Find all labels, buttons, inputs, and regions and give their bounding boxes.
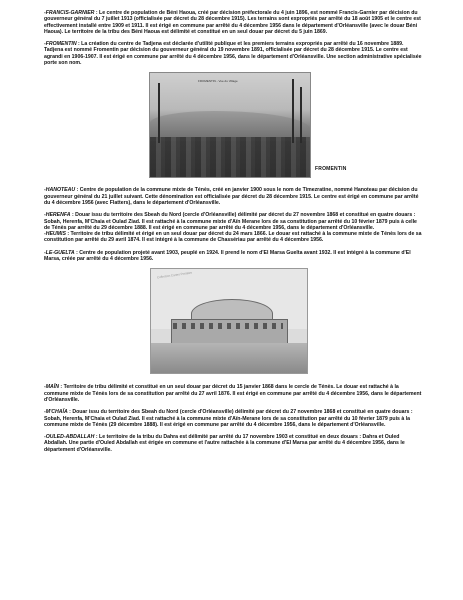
entry-text: : Centre de population projeté avant 1903, peuplé en 1924. Il prend le nom d'El Marsa Guelta avant 1932. Il est intégré à la commune d'El Marsa, créée par arrêté du 4 décembre 1956. [44, 249, 411, 263]
entry-term: -HANOTEAU [44, 187, 76, 194]
entry-text: : La création du centre de Tadjena est déclarée d'utilité publique et les premiers terrains expropriés par arrêté du 16 novembre 1889. Tadjena est nommé Fromentin par décision du gouverneur général du 19 novembre 1891, officialisée par décret du 28 décembre 1915. Le centre est agrandi en 1906-1907. Il est érigé en commune par arrêté du 4 décembre 1956, dans le département d'Orléansville. Une section administrative spécialisée porte son nom. [44, 41, 422, 67]
document-page [44, 10, 424, 459]
entry-text: : Centre de population de la commune mixte de Ténès, créé en janvier 1900 sous le nom de Timezratine, nommé Hanoteau par décision du gouverneur général du 21 juillet suivant. Cette dénomination est officialisée par décret du 28 décembre 1915. Le centre est érigé en commune par arrêté du 4 décembre 1956 (avec Flatters), dans le département d'Orléansville. [44, 187, 419, 206]
entry-text: : Territoire de tribu délimité et constitué en un seul douar par décret du 15 janvier 1868 dans le cercle de Ténès. Le douar est rattaché à la commune mixte de Ténès lors de sa constitution par arrêté du 27 avril 1876. Il est érigé en commune par arrêté du 4 décembre 1956, dans le département d'Orléansville. [44, 384, 422, 403]
entry-text: : Le territoire de la tribu du Dahra est délimité par arrêté du 17 novembre 1903 et constitué en deux douars : Dahra et Ouled Abdallah. Une partie d'Ouled Abdallah est érigée en commune et l'autre rattachée à la commune d'El Marsa par arrêté du 4 décembre 1956, dans le département d'Orléansville. [44, 434, 405, 453]
photo-caption-fromentin: FROMENTIN [315, 166, 347, 173]
paragraph-heumis [44, 231, 424, 244]
photo-fromentin-wrap [44, 72, 424, 178]
paragraph-fromentin [44, 41, 424, 66]
entry-term: -M'CHAÏA [44, 409, 68, 416]
paragraph-herenfa [44, 212, 424, 231]
entry-term: -MAÏN [44, 384, 59, 391]
entry-text: : Douar issu du territoire des Sbeah du Nord (cercle d'Orléansville) délimité par décret du 27 novembre 1868 et constitué en quatre douars : Sobah, Herenfa, M'Chaia et Oulad Ziad. Il est rattaché à la commune mixte d'Aïn Merane lors de sa constitution par arrêté du 10 février 1879 puis à celle de Ténès par arrêté du 29 décembre 1888. Il est érigé en commune par arrêté du 4 décembre 1956, dans le département d'Orléansville. [44, 212, 417, 231]
paragraph-mchaia [44, 409, 424, 428]
paragraph-le-guelta [44, 250, 424, 263]
entry-term: -LE-GUELTA [44, 249, 75, 256]
photo-fromentin-village [149, 72, 311, 178]
entry-term: -OULED-ABDALLAH [44, 434, 95, 441]
entry-term: -FRANCIS-GARNIER [44, 10, 95, 16]
paragraph-ouled-abdallah [44, 434, 424, 453]
entry-term: -FROMENTIN [44, 41, 77, 48]
paragraph-hanoteau [44, 187, 424, 206]
entry-text: : Le centre de population de Béni Haoua, créé par décision préfectorale du 4 juin 1896, est nommé Francis-Garnier par décision du gouverneur général du 7 juillet 1913 (officialisée par décret du 28 décembre 1915). Les terrains sont expropriés par arrêté du 18 août 1905 et le centre est effectivement installé entre 1909 et 1911. Il est érigé en commune par arrêté du 4 décembre 1956 dans le département d'Orléansville (avec le douar Béni Haoua). Le territoire de la tribu des Béni Haoua est délimité et constitué en un seul douar par décret du 5 juin 1869. [44, 10, 421, 35]
photo-inner-caption: FROMENTIN - Vue du Village [198, 79, 238, 84]
entry-term: -HEUMIS [44, 231, 66, 238]
entry-term: -HERENFA [44, 212, 71, 219]
entry-text: : Douar issu du territoire des Sbeah du Nord (cercle d'Orléansville) délimité par décret du 27 novembre 1868 et constitué en quatre douars : Sobah, Herenfa, M'Chaia et Oulad Ziad. Il est rattaché à la commune mixte d'Aïn-Merane lors de sa constitution par arrêté du 10 février 1879 puis à la commune mixte de Ténès (29 décembre 1888). Il est érigé en commune par arrêté du 4 décembre 1956, dans le département d'Orléansville. [44, 409, 413, 428]
photo-watermark: Collection Cartes Postales [156, 270, 193, 280]
photo-building-hangar [150, 268, 308, 374]
entry-text: : Territoire de tribu délimité et érigé en un seul douar par décret du 24 mars 1866. Le douar est rattaché à la commune mixte de Ténès lors de sa constitution par arrêté du 29 avril 1874. Il est intégré à la commune de Chassériau par arrêté du 4 décembre 1956. [44, 231, 422, 244]
paragraph-main [44, 384, 424, 403]
paragraph-francis-garnier [44, 10, 424, 35]
